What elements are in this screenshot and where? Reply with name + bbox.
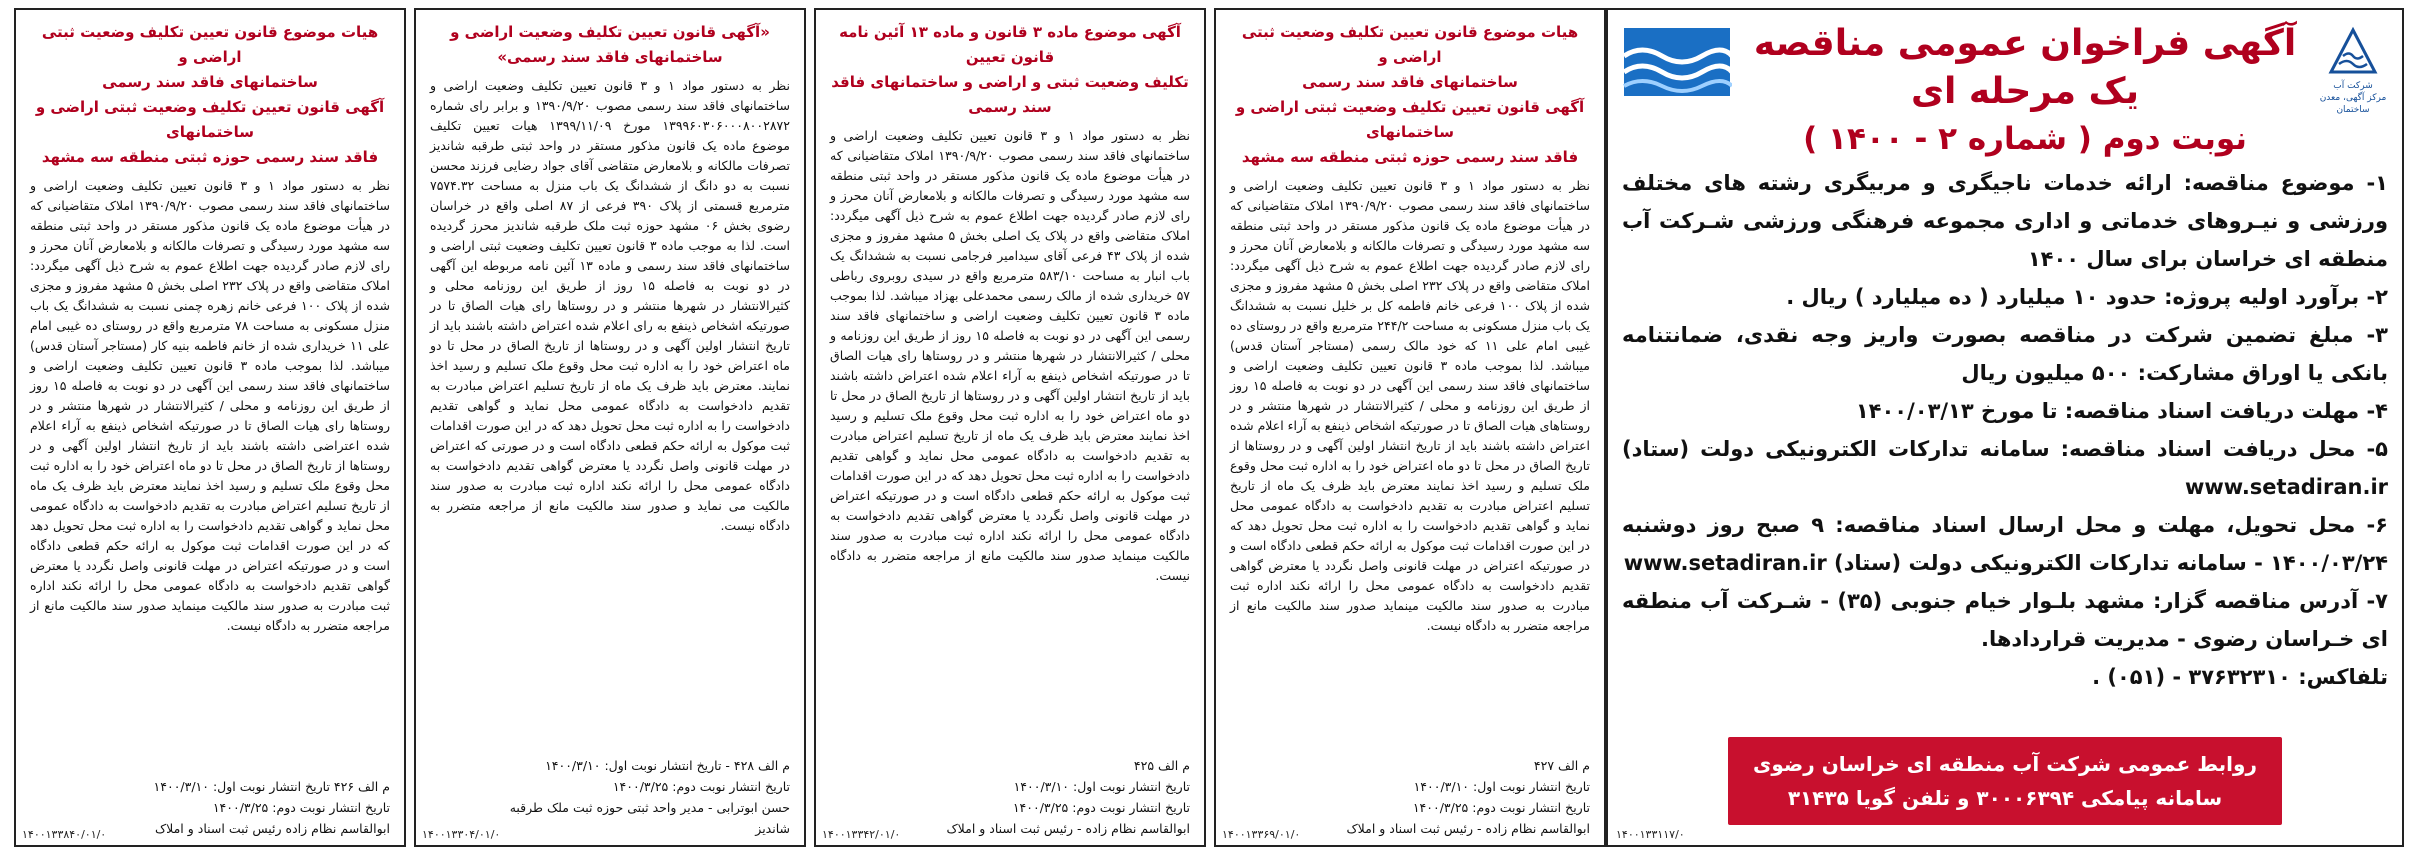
tender-header <box>1622 20 2388 160</box>
tender-item: ۱- موضوع مناقصه: ارائه خدمات ناجیگری و مربیگری رشته های مختلف ورزشی و نیـروهای خدماتی و اداری مجموعه فرهنگی ورزشی شـرکت آب منطقه ای خراسان برای سال ۱۴۰۰ <box>1622 171 2388 271</box>
tender-subheadline: نوبت دوم ( شماره ۲ - ۱۴۰۰ ) <box>1803 121 2247 157</box>
tender-headline: آگهی فراخوان عمومی مناقصه یک مرحله ای <box>1753 23 2297 112</box>
notice-title-line: هیات موضوع قانون تعیین تکلیف وضعیت ثبتی اراضی و <box>41 23 379 66</box>
notice-footer-line: تاریخ انتشار نوبت دوم: ۱۴۰۰/۳/۲۵ <box>212 800 390 815</box>
notice-footer-line: تاریخ انتشار نوبت اول: ۱۴۰۰/۳/۱۰ <box>1413 779 1590 794</box>
notice-footer-line: ابوالقاسم نظام زاده - رئیس ثبت اسناد و املاک <box>946 821 1190 836</box>
public-relations-banner <box>1728 737 2282 825</box>
wave-logo-icon <box>1622 26 1732 98</box>
notice-column-4 <box>1214 8 1606 847</box>
notice-footer-line: تاریخ انتشار نوبت اول: ۱۴۰۰/۳/۱۰ <box>1013 779 1190 794</box>
tender-item: تلفاکس: ۳۷۶۳۲۳۱۰ - (۰۵۱) . <box>2092 665 2388 689</box>
tender-code: ۱۴۰۰۱۳۳۱۱۷/۰ <box>1616 828 1685 841</box>
notice-body: نظر به دستور مواد ۱ و ۳ قانون تعیین تکلیف وضعیت اراضی و ساختمانهای فاقد سند رسمی مصوب ۱۳۹۰/۹/۲۰ املاک متقاضیانی که در هیأت موضوع ماده یک قانون مذکور مستقر در واحد ثبتی منطقه سه مشهد مورد رسیدگی و تصرفات مالکانه و بلامعارض آنان محرز و رای لازم صادر گردیده جهت اطلاع عموم به شرح ذیل آگهی میگردد: املاک متقاضی واقع در پلاک ۲۳۲ اصلی بخش ۵ مشهد مفروز و مجزی شده از پلاک ۱۰۰ فرعی خانم فاطمه کل بر خلیل نسبت به ششدانگ یک باب منزل مسکونی به مساحت ۲۴۴/۲ مترمربع واقع در روستای ده غیبی امام علی ۱۱ که خود مالک رسمی (مستاجر آستان قدس) میباشد. لذا بموجب ماده ۳ قانون تعیین تکلیف وضعیت اراضی و ساختمانهای فاقد سند رسمی این آگهی در دو نوبت به فاصله ۱۵ روز از طریق این روزنامه و محلی / کثیرالانتشار در شهرها منتشر و در روستاهای هیات الصاق تا در صورتیکه اشخاص ذینفع به آراء اعلام شده اعتراض داشته باشند باید از تاریخ انتشار اولین آگهی و در روستاها از تاریخ الصاق در محل تا دو ماه اعتراض خود را به اداره ثبت محل وقوع ملک تسلیم و رسید اخذ نمایند معترض باید ظرف یک ماه از تاریخ تسلیم اعتراض مبادرت به تقدیم دادخواست به دادگاه عمومی محل نماید و گواهی تقدیم دادخواست را به اداره ثبت محل تحویل دهد که در این صورت اقدامات ثبت موکول به ارائه حکم قطعی دادگاه است و در صورتیکه اعتراض در مهلت قانونی واصل نگردد یا معترض گواهی تقدیم دادخواست به دادگاه عمومی محل را ارائه نکند اداره ثبت مبادرت به صدور سند مالکیت مینماید صدور سند مالکیت مانع از مراجعه متضرر به دادگاه نیست. <box>1230 178 1590 633</box>
tender-headline-block <box>1732 20 2318 162</box>
tender-item: ۲- برآورد اولیه پروژه: حدود ۱۰ میلیارد ( ده میلیارد ) ریال . <box>1786 285 2388 309</box>
notice-footer-line: م الف ۴۲۵ <box>1133 758 1190 773</box>
notice-footer <box>1230 755 1590 839</box>
notice-footer-line: ابوالقاسم نظام زاده - رئیس ثبت اسناد و املاک <box>1346 821 1590 836</box>
company-logo <box>2318 24 2388 116</box>
notice-footer-line: شاندیز <box>755 821 790 836</box>
notice-body: نظر به دستور مواد ۱ و ۳ قانون تعیین تکلیف وضعیت اراضی و ساختمانهای فاقد سند رسمی مصوب ۱۳۹۰/۹/۲۰ املاک متقاضیانی که در هیأت موضوع ماده یک قانون مذکور مستقر در واحد ثبتی منطقه سه مشهد مورد رسیدگی و تصرفات مالکانه و بلامعارض آنان محرز و رای لازم صادر گردیده جهت اطلاع عموم به شرح ذیل آگهی میگردد: املاک متقاضی واقع در پلاک ۲۳۲ اصلی بخش ۵ مشهد مفروز و مجزی شده از پلاک ۱۰۰ فرعی خانم زهره چمنی نسبت به ششدانگ یک باب منزل مسکونی به مساحت ۷۸ مترمربع واقع در روستای ده غیبی امام علی ۱۱ خریداری شده از خانم فاطمه بنیه کار (مستاجر آستان قدس) میباشد. لذا بموجب ماده ۳ قانون تعیین تکلیف وضعیت اراضی و ساختمانهای فاقد سند رسمی این آگهی در دو نوبت به فاصله ۱۵ روز از طریق این روزنامه و محلی / کثیرالانتشار در شهرها منتشر و در روستاها رای هیات الصاق تا در صورتیکه اشخاص ذینفع به آراء اعلام شده اعتراضی داشته باشند باید از تاریخ انتشار اولین آگهی و در روستاها از تاریخ الصاق در محل تا دو ماه اعتراض خود را به اداره ثبت محل وقوع ملک تسلیم و رسید اخذ نمایند معترض باید ظرف یک ماه از تاریخ تسلیم اعتراض مبادرت به تقدیم دادخواست به دادگاه عمومی محل نماید و گواهی تقدیم دادخواست را به اداره ثبت محل تحویل دهد که در این صورت اقدامات ثبت موکول به ارائه حکم قطعی دادگاه است و در صورتیکه اعتراض در مهلت قانونی واصل نگردد یا معترض گواهی تقدیم دادخواست به دادگاه عمومی محل را ارائه نکند اداره ثبت مبادرت به صدور سند مالکیت مینماید صدور سند مالکیت مانع از مراجعه متضرر به دادگاه نیست. <box>30 178 391 633</box>
notice-title <box>830 20 1190 120</box>
notice-footer-line: م الف ۴۲۸ - تاریخ انتشار نوبت اول: ۱۴۰۰/۳/۱۰ <box>545 758 790 773</box>
notice-title <box>1230 20 1590 170</box>
notice-footer-line: م الف ۴۲۶ تاریخ انتشار نوبت اول: ۱۴۰۰/۳/۱۰ <box>153 779 390 794</box>
notice-title-line: آگهی قانون تعیین تکلیف وضعیت ثبتی اراضی و ساختمانهای <box>35 98 385 141</box>
notice-code: ۱۴۰۰۱۳۳۰۴/۰۱/۰ <box>422 828 501 841</box>
notice-footer-line: حسن ابوترابی - مدیر واحد ثبتی حوزه ثبت ملک طرقبه <box>509 800 790 815</box>
notice-column-1 <box>14 8 406 847</box>
notice-title-line: فاقد سند رسمی حوزه ثبتی منطقه سه مشهد <box>41 148 379 166</box>
banner-line: روابط عمومی شرکت آب منطقه ای خراسان رضوی <box>1753 752 2257 776</box>
notice-footer-line: تاریخ انتشار نوبت دوم: ۱۴۰۰/۳/۲۵ <box>1012 800 1190 815</box>
notice-body: نظر به دستور مواد ۱ و ۳ قانون تعیین تکلیف وضعیت اراضی و ساختمانهای فاقد سند رسمی مصوب ۱۳۹۰/۹/۲۰ املاک متقاضیانی که در هیأت موضوع ماده یک قانون مذکور مستقر در واحد ثبتی منطقه سه مشهد مورد رسیدگی و تصرفات مالکانه و بلامعارض آنان محرز و رای لازم صادر گردیده جهت اطلاع عموم به شرح ذیل آگهی میگردد: املاک متقاضی واقع در پلاک یک اصلی بخش ۵ مشهد مفروز و مجزی شده از پلاک ۴۳ فرعی آقای سیدامیر فرجامی نسبت به ششدانگ یک باب انبار به مساحت ۵۸۳/۱۰ مترمربع واقع در سیدی روبروی رباطی ۵۷ خریداری شده از مالک رسمی محمدعلی بهزاد میباشد. لذا بموجب ماده ۳ قانون تعیین تکلیف وضعیت اراضی و ساختمانهای فاقد سند رسمی این آگهی در دو نوبت به فاصله ۱۵ روز از طریق این روزنامه و محلی / کثیرالانتشار در شهرها منتشر و در روستاها رای هیات الصاق تا در صورتیکه اشخاص ذینفع به آراء اعلام شده اعتراض داشته باشند باید از تاریخ انتشار اولین آگهی و در روستاها از تاریخ الصاق در محل تا دو ماه اعتراض خود را به اداره ثبت محل وقوع ملک تسلیم و رسید اخذ نمایند معترض باید ظرف یک ماه از تاریخ تسلیم اعتراض مبادرت به تقدیم دادخواست به دادگاه عمومی محل نماید و گواهی تقدیم دادخواست را به اداره ثبت محل تحویل دهد که در این صورت اقدامات ثبت موکول به ارائه حکم قطعی دادگاه است و در صورتیکه اعتراض در مهلت قانونی واصل نگردد یا معترض گواهی تقدیم دادخواست به دادگاه عمومی محل را ارائه نکند اداره ثبت مبادرت به صدور سند مالکیت مینماید صدور سند مالکیت مانع از مراجعه متضرر به دادگاه نیست. <box>830 128 1190 583</box>
tender-item: ۶- محل تحویل، مهلت و محل ارسال اسناد مناقصه: ۹ صبح روز دوشنبه ۱۴۰۰/۰۳/۲۴ - سامانه تدارکات الکترونیکی دولت (ستاد) www.setadiran.ir <box>1622 513 2388 575</box>
notice-title-line: فاقد سند رسمی حوزه ثبتی منطقه سه مشهد <box>1241 148 1579 166</box>
notice-code: ۱۴۰۰۱۳۳۸۴۰/۰۱/۰ <box>22 828 107 841</box>
notice-footer-line: م الف ۴۲۷ <box>1533 758 1590 773</box>
notice-title-line: ساختمانهای فاقد سند رسمی» <box>497 48 723 66</box>
notice-footer <box>430 755 790 839</box>
notice-title-line: تکلیف وضعیت ثبتی و اراضی و ساختمانهای فاقد سند رسمی <box>831 73 1189 116</box>
notice-title <box>430 20 790 70</box>
logo-brand: شرکت آب <box>2333 81 2373 91</box>
tender-item: ۳- مبلغ تضمین شرکت در مناقصه بصورت واریز وجه نقدی، ضمانتنامه بانکی یا اوراق مشارکت: ۵۰۰ میلیون ریال <box>1622 323 2388 385</box>
notice-footer <box>830 755 1190 839</box>
tender-items <box>1622 164 2388 696</box>
notice-title-line: ساختمانهای فاقد سند رسمی <box>102 73 318 91</box>
notice-title-line: آگهی موضوع ماده ۳ قانون و ماده ۱۳ آئین نامه قانون تعیین <box>839 23 1181 66</box>
notice-column-3 <box>814 8 1206 847</box>
notice-code: ۱۴۰۰۱۳۳۶۹/۰۱/۰ <box>1222 828 1301 841</box>
notice-footer-line: ابوالقاسم نظام زاده رئیس ثبت اسناد و املاک <box>154 821 390 836</box>
tender-item: ۷- آدرس مناقصه گزار: مشهد بلـوار خیام جنوبی (۳۵) - شـرکت آب منطقه ای خـراسان رضوی - مدیریت قراردادها. <box>1622 589 2388 651</box>
tender-notice <box>1606 8 2404 847</box>
notice-title-line: «آگهی قانون تعیین تکلیف وضعیت اراضی و <box>450 23 770 41</box>
tender-item: ۴- مهلت دریافت اسناد مناقصه: تا مورخ ۱۴۰۰/۰۳/۱۳ <box>1855 399 2388 423</box>
tender-item: ۵- محل دریافت اسناد مناقصه: سامانه تدارکات الکترونیکی دولت (ستاد) www.setadiran.ir <box>1622 437 2388 499</box>
notice-body: نظر به دستور مواد ۱ و ۳ قانون تعیین تکلیف وضعیت اراضی و ساختمانهای فاقد سند رسمی مصوب ۱۳۹۰/۹/۲۰ و برابر رای شماره ۱۳۹۹۶۰۳۰۶۰۰۰۸۰۰۲۸۷۲ مورخ ۱۳۹۹/۱۱/۰۹ هیات تعیین تکلیف موضوع ماده یک قانون مذکور مستقر در واحد ثبتی طرقبه شاندیز تصرفات مالکانه و بلامعارض متقاضی آقای جواد رضایی فرزند محسن نسبت به دو دانگ از ششدانگ یک باب منزل به مساحت ۷۵۷۴.۳۲ مترمربع قسمتی از پلاک ۳۹۰ فرعی از ۸۷ اصلی واقع در خراسان رضوی بخش ۰۶ مشهد حوزه ثبت ملک طرقبه شاندیز محرز گردیده است. لذا به موجب ماده ۳ قانون تعیین تکلیف وضعیت ثبتی اراضی و ساختمانهای فاقد سند رسمی و ماده ۱۳ آئین نامه مربوطه این آگهی در دو نوبت به فاصله ۱۵ روز از طریق این روزنامه محلی و کثیرالانتشار در شهرها منتشر و در روستاها رای هیات الصاق تا در صورتیکه اشخاص ذینفع به رای اعلام شده اعتراض داشته باشند باید از تاریخ انتشار اولین آگهی و در روستاها از تاریخ الصاق در محل تا دو ماه اعتراض خود را به اداره ثبت محل وقوع ملک تسلیم و رسید اخذ نمایند. معترض باید ظرف یک ماه از تاریخ تسلیم اعتراض مبادرت به تقدیم دادخواست به دادگاه عمومی محل نماید و گواهی تقدیم دادخواست را به اداره ثبت محل تحویل دهد که در این صورت اقدامات ثبت موکول به ارائه حکم قطعی دادگاه است و در صورتی که اعتراض در مهلت قانونی واصل نگردد یا معترض گواهی تقدیم دادخواست به دادگاه عمومی محل را ارائه نکند اداره ثبت مبادرت به صدور سند مالکیت می نماید و صدور سند مالکیت مانع از مراجعه متضرر به دادگاه نیست. <box>430 78 791 533</box>
notice-title-line: هیات موضوع قانون تعیین تکلیف وضعیت ثبتی اراضی و <box>1241 23 1579 66</box>
water-company-logo-icon <box>2325 24 2381 80</box>
notice-title-line: ساختمانهای فاقد سند رسمی <box>1302 73 1518 91</box>
notice-footer-line: تاریخ انتشار نوبت دوم: ۱۴۰۰/۳/۲۵ <box>1412 800 1590 815</box>
notice-footer-line: تاریخ انتشار نوبت دوم: ۱۴۰۰/۳/۲۵ <box>612 779 790 794</box>
notice-column-2 <box>414 8 806 847</box>
logo-caption: مرکز آگهی، معدن ساختمان <box>2319 93 2387 115</box>
notice-title-line: آگهی قانون تعیین تکلیف وضعیت ثبتی اراضی و ساختمانهای <box>1235 98 1585 141</box>
notice-code: ۱۴۰۰۱۳۳۴۲/۰۱/۰ <box>822 828 901 841</box>
banner-line: سامانه پیامکی ۳۰۰۰۶۳۹۴ و تلفن گویا ۳۱۴۳۵ <box>1787 786 2223 810</box>
notice-title <box>30 20 390 170</box>
